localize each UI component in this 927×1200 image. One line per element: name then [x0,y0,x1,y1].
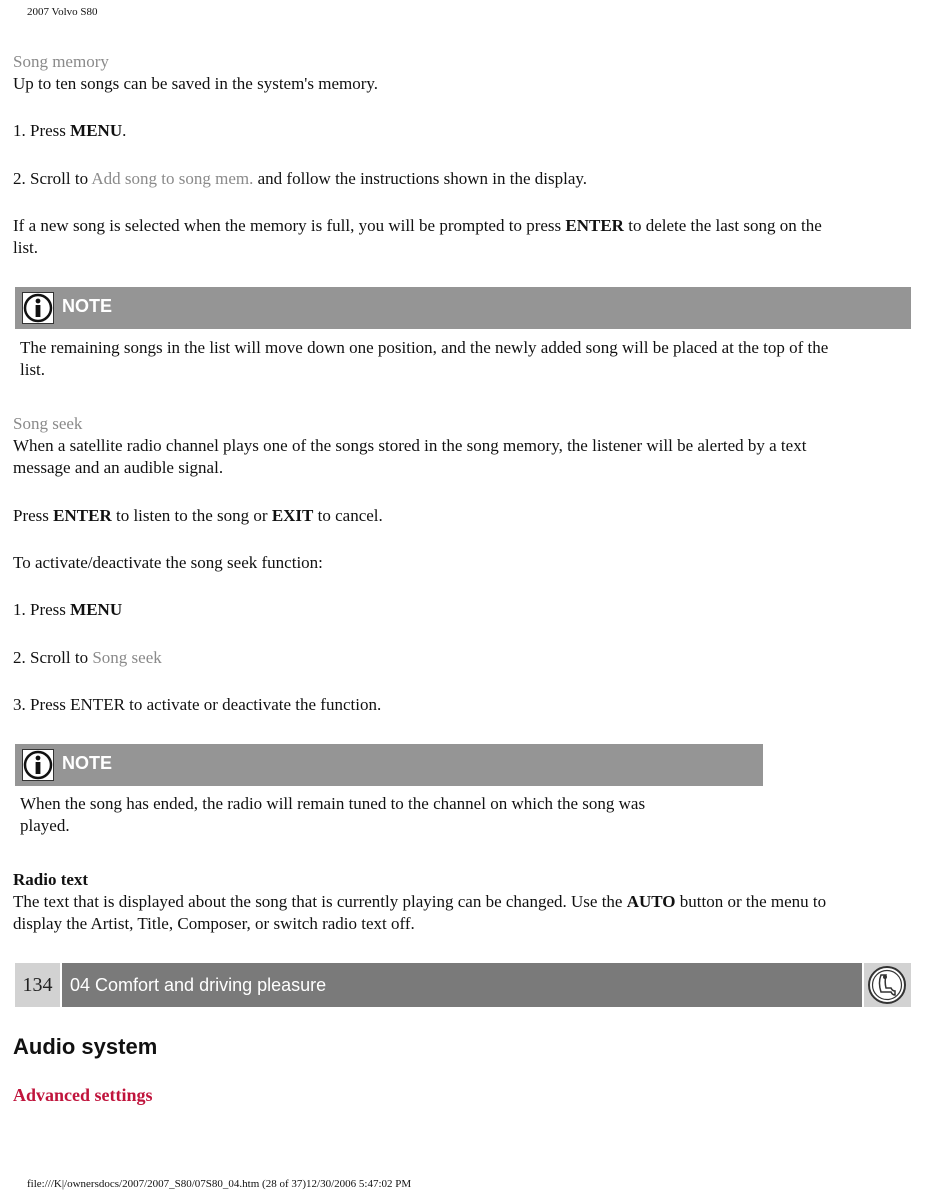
menu-item-song-seek: Song seek [92,648,162,667]
key-auto: AUTO [626,892,676,911]
song-memory-step2 [13,168,913,190]
key-menu: MENU [70,121,123,140]
key-exit: EXIT [271,506,314,525]
song-memory-step1 [13,120,913,142]
step-prefix: 1. Press [13,600,71,619]
song-seek-step2 [13,647,913,669]
info-icon [22,292,54,324]
chapter-icon-box [864,963,911,1007]
note-text-line1: When the song has ended, the radio will remain tuned to the channel on which the song was [20,794,646,813]
seat-icon [867,965,907,1005]
song-memory-heading: Song memory [13,52,109,71]
info-icon [22,749,54,781]
song-memory-intro: Up to ten songs can be saved in the system's memory. [13,74,379,93]
note-text-line2: played. [20,816,70,835]
key-menu: MENU [70,600,123,619]
song-seek-step1 [13,599,913,621]
page-footer: file:///K|/ownersdocs/2007/2007_S80/07S80_04.htm (28 of 37)12/30/2006 5:47:02 PM [27,1178,412,1190]
press-mid: to listen to the song or [111,506,272,525]
chapter-bar [15,963,911,1007]
note-text-line2: list. [20,360,46,379]
note-text-line1: The remaining songs in the list will move down one position, and the newly added song will be placed at the top of the [20,338,829,357]
step-prefix: 2. Scroll to [13,169,92,188]
key-enter: ENTER [565,216,624,235]
radio-text-line1 [13,891,913,913]
section-title: Audio system [13,1034,158,1059]
note-label: NOTE [62,753,113,773]
song-seek-line2: message and an audible signal. [13,458,224,477]
step-prefix: 1. Press [13,121,71,140]
note-label: NOTE [62,296,113,316]
step-suffix: and follow the instructions shown in the display. [253,169,588,188]
song-seek-activate: To activate/deactivate the song seek function: [13,553,323,572]
song-memory-full-line2: list. [13,238,39,257]
page-number: 134 [15,963,60,1007]
full-suffix: to delete the last song on the [623,216,822,235]
subsection-title: Advanced settings [13,1085,153,1105]
note-bar [15,744,763,786]
note-bar [15,287,911,329]
chapter-title: 04 Comfort and driving pleasure [62,963,862,1007]
press-prefix: Press [13,506,54,525]
radio-suffix: button or the menu to [675,892,827,911]
full-prefix: If a new song is selected when the memory is full, you will be prompted to press [13,216,566,235]
step-prefix: 2. Scroll to [13,648,93,667]
press-suffix: to cancel. [313,506,383,525]
song-memory-full-line1 [13,215,913,237]
menu-item-add-song: Add song to song mem. [91,169,254,188]
song-seek-press [13,505,913,527]
song-seek-heading: Song seek [13,414,83,433]
radio-text-line2: display the Artist, Title, Composer, or switch radio text off. [13,914,415,933]
key-enter: ENTER [53,506,112,525]
radio-prefix: The text that is displayed about the song that is currently playing can be changed. Use the [13,892,627,911]
song-seek-step3: 3. Press ENTER to activate or deactivate the function. [13,695,382,714]
radio-text-heading: Radio text [13,870,89,889]
page-header: 2007 Volvo S80 [27,6,98,18]
step-suffix: . [122,121,127,140]
song-seek-line1: When a satellite radio channel plays one of the songs stored in the song memory, the listener will be alerted by a text [13,436,807,455]
